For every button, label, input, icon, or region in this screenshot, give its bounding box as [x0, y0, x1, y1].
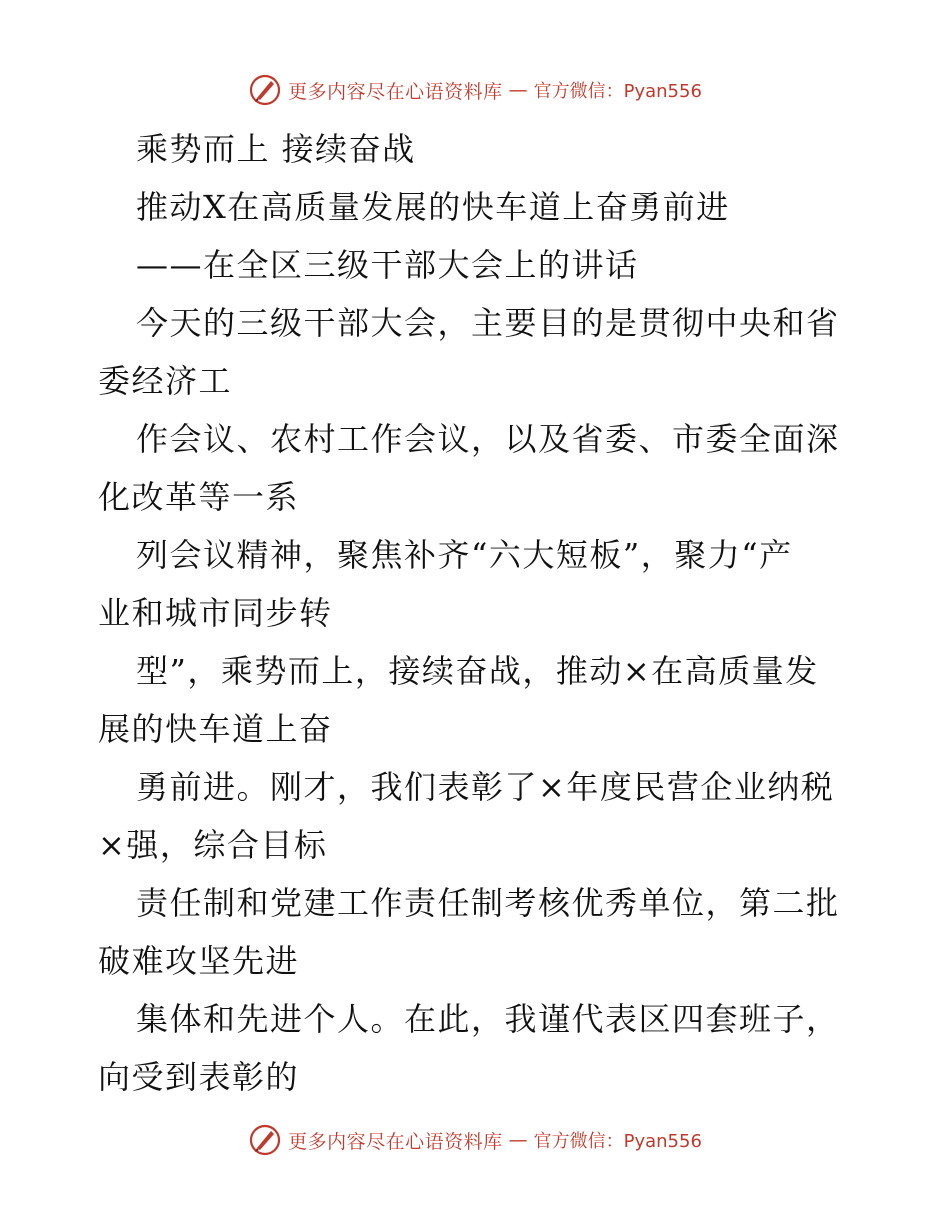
feather-pen-icon	[248, 1123, 282, 1157]
watermark-site-text: 更多内容尽在心语资料库	[288, 80, 503, 103]
header-watermark	[0, 70, 950, 110]
doc-line: 委经济工	[98, 362, 233, 400]
watermark-dash: —	[508, 1129, 528, 1151]
doc-line: 责任制和党建工作责任制考核优秀单位，第二批	[136, 884, 840, 922]
doc-subtitle: 推动X在高质量发展的快车道上奋勇前进	[136, 188, 730, 226]
doc-line: 展的快车道上奋	[98, 710, 333, 748]
doc-line: 化改革等一系	[98, 478, 300, 516]
doc-line: 勇前进。刚才，我们表彰了×年度民营企业纳税	[136, 768, 835, 806]
watermark-dash: —	[508, 79, 528, 101]
doc-line: ×强，综合目标	[98, 826, 328, 864]
doc-byline: ——在全区三级干部大会上的讲话	[136, 246, 639, 284]
doc-line: 型”，乘势而上，接续奋战，推动×在高质量发	[136, 652, 819, 690]
watermark-site-text: 更多内容尽在心语资料库	[288, 1130, 503, 1153]
feather-pen-icon	[248, 73, 282, 107]
doc-title: 乘势而上 接续奋战	[136, 130, 416, 168]
doc-line: 作会议、农村工作会议，以及省委、市委全面深	[136, 420, 840, 458]
doc-line: 向受到表彰的	[98, 1058, 300, 1096]
footer-watermark	[0, 1120, 950, 1160]
watermark-wechat-text: 官方微信：Pyan556	[533, 81, 702, 102]
doc-line: 业和城市同步转	[98, 594, 333, 632]
doc-line: 破难攻坚先进	[98, 942, 300, 980]
doc-line: 今天的三级干部大会，主要目的是贯彻中央和省	[136, 304, 840, 342]
document-body	[98, 120, 858, 1106]
doc-line: 集体和先进个人。在此，我谨代表区四套班子，	[136, 1000, 840, 1038]
doc-line: 列会议精神，聚焦补齐“六大短板”，聚力“产	[136, 536, 793, 574]
watermark-wechat-text: 官方微信：Pyan556	[533, 1131, 702, 1152]
